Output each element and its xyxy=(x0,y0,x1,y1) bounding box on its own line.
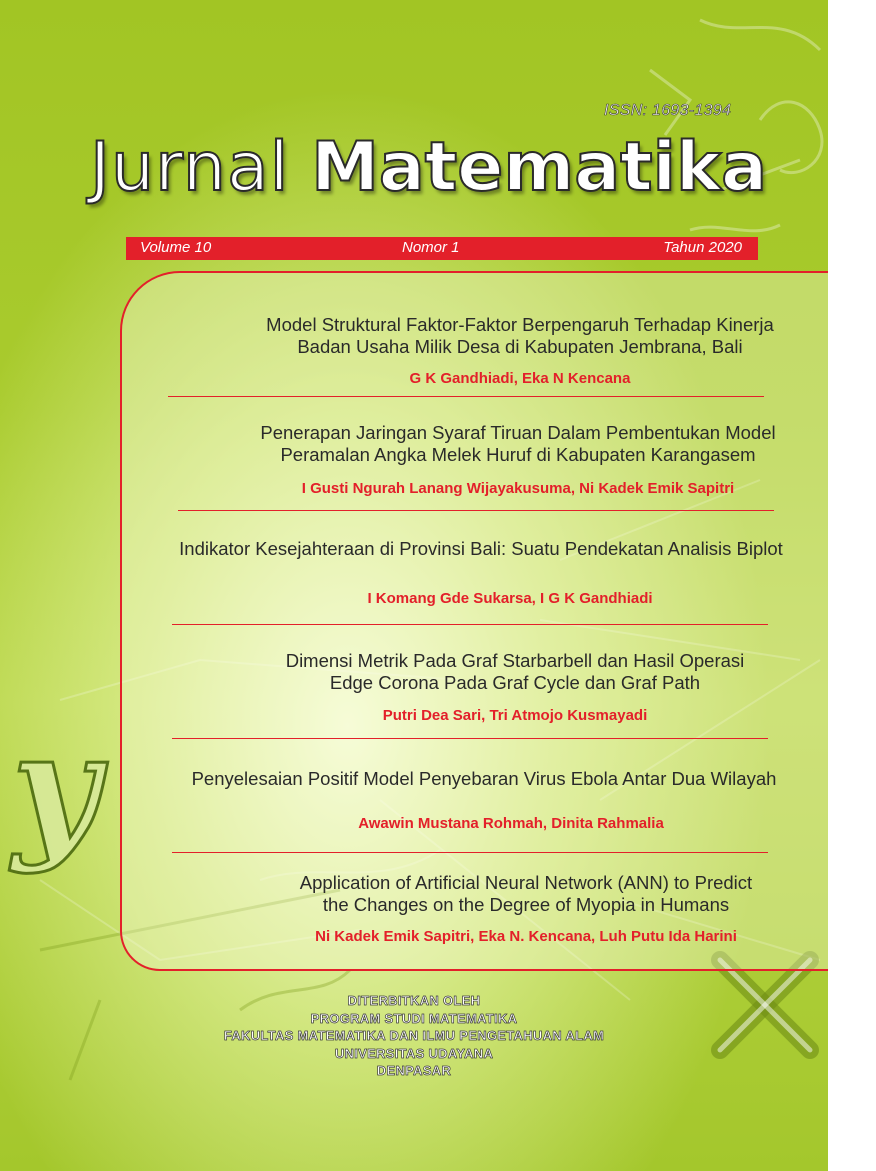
journal-title-bold: Matematika xyxy=(311,128,768,207)
issn-number: ISSN: 1693-1394 xyxy=(604,102,732,119)
article-entry xyxy=(120,538,828,560)
issue-number: Nomor 1 xyxy=(402,239,460,256)
article-title-line: Penerapan Jaringan Syaraf Tiruan Dalam Pembentukan Model xyxy=(260,422,776,443)
article-authors xyxy=(120,480,828,498)
divider xyxy=(178,510,774,511)
article-entry xyxy=(120,314,828,358)
divider xyxy=(172,738,768,739)
article-title-line: Penyelesaian Positif Model Penyebaran Virus Ebola Antar Dua Wilayah xyxy=(191,768,777,789)
article-authors xyxy=(120,707,828,725)
article-title-line: the Changes on the Degree of Myopia in Humans xyxy=(322,894,730,915)
publisher-line: UNIVERSITAS UDAYANA xyxy=(334,1045,494,1061)
article-title-line: Dimensi Metrik Pada Graf Starbarbell dan Hasil Operasi xyxy=(285,650,745,671)
journal-title xyxy=(90,128,767,208)
article-authors xyxy=(120,370,828,388)
article-authors xyxy=(120,590,828,608)
article-entry xyxy=(120,872,828,916)
article-entry xyxy=(120,650,828,694)
issue-year: Tahun 2020 xyxy=(663,239,742,256)
article-title-line: Edge Corona Pada Graf Cycle dan Graf Path xyxy=(329,672,701,693)
publisher-line: DENPASAR xyxy=(376,1063,452,1078)
article-authors-text: Ni Kadek Emik Sapitri, Eka N. Kencana, Luh Putu Ida Harini xyxy=(315,928,737,945)
article-authors-text: I Gusti Ngurah Lanang Wijayakusuma, Ni Kadek Emik Sapitri xyxy=(301,480,735,497)
article-title-line: Indikator Kesejahteraan di Provinsi Bali: Suatu Pendekatan Analisis Biplot xyxy=(179,538,783,559)
article-title-line: Badan Usaha Milik Desa di Kabupaten Jembrana, Bali xyxy=(297,336,743,357)
article-entry xyxy=(120,422,828,466)
article-authors-text: I Komang Gde Sukarsa, I G K Gandhiadi xyxy=(367,590,653,607)
issue-volume: Volume 10 xyxy=(140,239,212,256)
divider xyxy=(168,396,764,397)
article-entry xyxy=(120,768,828,790)
divider xyxy=(172,852,768,853)
article-authors-text: Awawin Mustana Rohmah, Dinita Rahmalia xyxy=(358,815,664,832)
journal-title-light: Jurnal xyxy=(90,128,290,207)
publisher-line: DITERBITKAN OLEH xyxy=(347,993,481,1008)
y-glyph: y xyxy=(12,700,100,876)
publisher-block xyxy=(0,992,828,1080)
issue-bar xyxy=(126,237,758,260)
publisher-line: PROGRAM STUDI MATEMATIKA xyxy=(310,1010,518,1026)
article-title-line: Model Struktural Faktor-Faktor Berpengaruh Terhadap Kinerja xyxy=(266,314,774,335)
publisher-line: FAKULTAS MATEMATIKA DAN ILMU PENGETAHUAN ALAM xyxy=(223,1028,605,1043)
article-authors-text: G K Gandhiadi, Eka N Kencana xyxy=(409,370,631,387)
article-title-line: Peramalan Angka Melek Huruf di Kabupaten Karangasem xyxy=(280,444,756,465)
article-authors xyxy=(120,928,828,946)
article-authors xyxy=(120,815,828,833)
article-authors-text: Putri Dea Sari, Tri Atmojo Kusmayadi xyxy=(382,707,648,724)
divider xyxy=(172,624,768,625)
article-title-line: Application of Artificial Neural Network (ANN) to Predict xyxy=(299,872,753,893)
